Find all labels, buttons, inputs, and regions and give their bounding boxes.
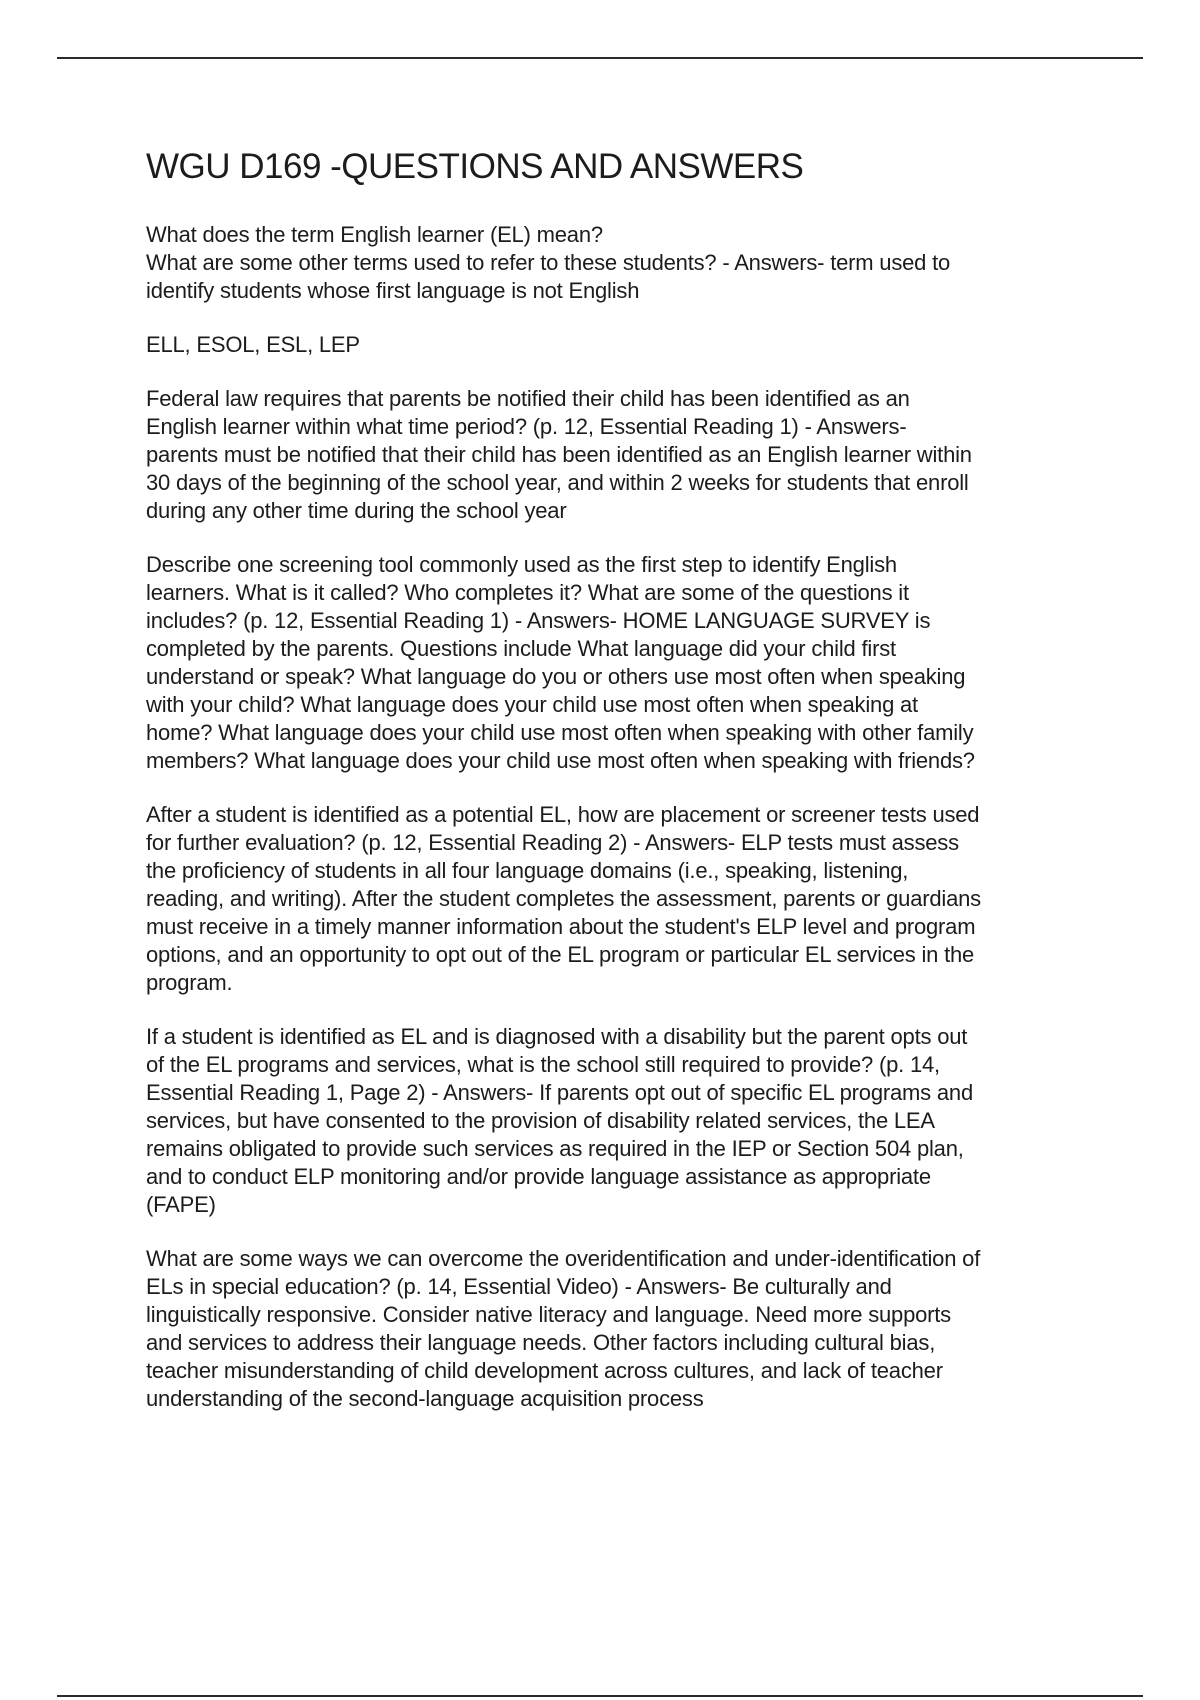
qa-block-3: Federal law requires that parents be notified their child has been identified as an English learner within what time period? (p. 12, Essential Reading 1) - Answers- parents must be notified that their child has been identified as an English learner within 30 days of the beginning of the school year, and within 2 weeks for students that enroll during any other time during the school year xyxy=(146,386,972,523)
document-body xyxy=(146,142,1096,1439)
qa-block-5: After a student is identified as a potential EL, how are placement or screener tests used for further evaluation? (p. 12, Essential Reading 2) - Answers- ELP tests must assess the proficiency of students in all four language domains (i.e., speaking, listening, reading, and writing). After the student completes the assessment, parents or guardians must receive in a timely manner information about the student's ELP level and program options, and an opportunity to opt out of the EL program or particular EL services in the program. xyxy=(146,802,981,995)
top-divider xyxy=(57,57,1143,59)
qa-block-2: ELL, ESOL, ESL, LEP xyxy=(146,332,360,357)
qa-block-4: Describe one screening tool commonly used as the first step to identify English learners. What is it called? Who completes it? What are some of the questions it includes? (p. 12, Essential Reading 1) - Answers- HOME LANGUAGE SURVEY is completed by the parents. Questions include What language did your child first understand or speak? What language do you or others use most often when speaking with your child? What language does your child use most often when speaking at home? What language does your child use most often when speaking with other family members? What language does your child use most often when speaking with friends? xyxy=(146,552,975,773)
qa-block-1: What does the term English learner (EL) mean? What are some other terms used to refer to these students? - Answers- term used to identify students whose first language is not English xyxy=(146,222,951,303)
qa-block-7: What are some ways we can overcome the overidentification and under-identification of ELs in special education? (p. 14, Essential Video) - Answers- Be culturally and linguistically responsive. Consider native literacy and language. Need more supports and services to address their language needs. Other factors including cultural bias, teacher misunderstanding of child development across cultures, and lack of teacher understanding of the second-language acquisition process xyxy=(146,1246,981,1411)
qa-block-6: If a student is identified as EL and is diagnosed with a disability but the parent opts out of the EL programs and services, what is the school still required to provide? (p. 14, Essential Reading 1, Page 2) - Answers- If parents opt out of specific EL programs and services, but have consented to the provision of disability related services, the LEA remains obligated to provide such services as required in the IEP or Section 504 plan, and to conduct ELP monitoring and/or provide language assistance as appropriate (FAPE) xyxy=(146,1024,973,1217)
bottom-divider xyxy=(57,1695,1143,1697)
document-title: WGU D169 -QUESTIONS AND ANSWERS xyxy=(146,147,804,186)
